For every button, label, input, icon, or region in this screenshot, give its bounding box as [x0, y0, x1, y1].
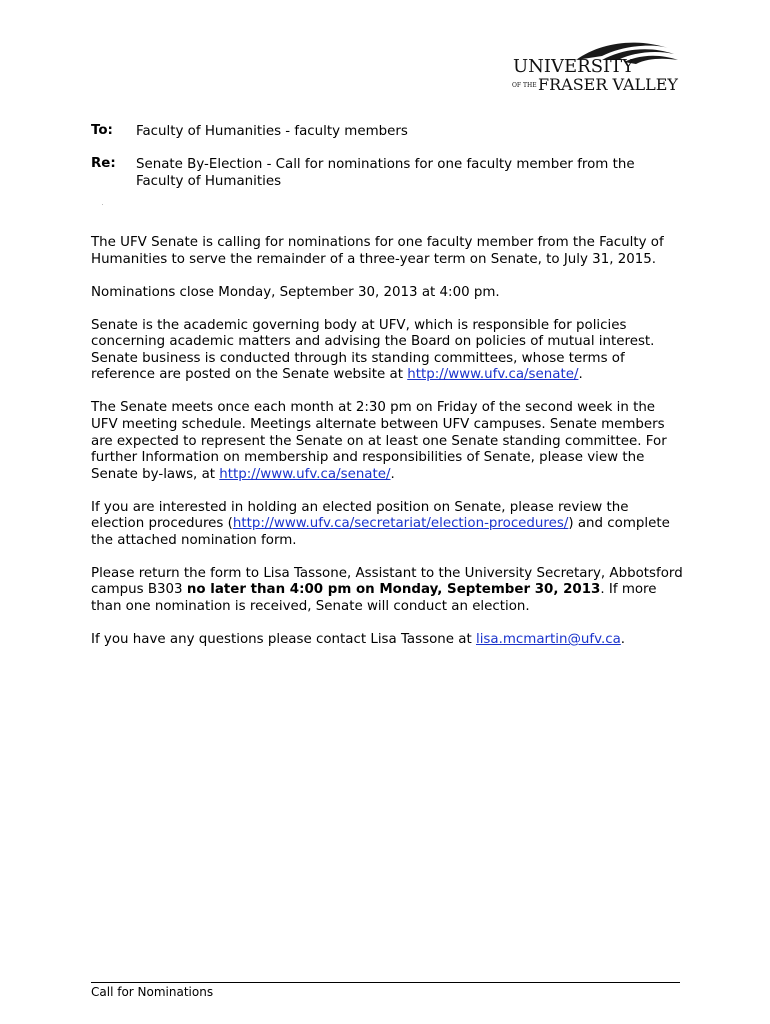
paragraph-7: [91, 632, 683, 649]
footer-text: Call for Nominations: [91, 985, 214, 999]
paragraph-4-end: .: [390, 466, 395, 482]
deadline-bold-text: no later than 4:00 pm on Monday, September 30, 2013: [186, 582, 601, 598]
paragraph-6-end: . If more than one nomination is received, Senate will conduct an election.: [91, 582, 657, 615]
paragraph-6-text: Please return the form to Lisa Tassone, Assistant to the University Secretary, Abbotsford campus B303: [91, 565, 683, 598]
paragraph-4-text: The Senate meets once each month at 2:30 pm on Friday of the second week in the UFV meeting schedule. Meetings alternate between UFV campuses. Senate members are expected to represent the Senate on at least one Senate standing committee. For further Information on membership and responsibilities of Senate, please view the Senate by-laws, at: [91, 400, 667, 482]
senate-website-link[interactable]: http://www.ufv.ca/senate/: [407, 367, 579, 383]
logo-ofthe-text: OF THE: [512, 82, 537, 89]
university-logo: [506, 38, 686, 100]
paragraph-5-text: If you are interested in holding an elected position on Senate, please review the election procedures (: [91, 499, 629, 532]
paragraph-1: The UFV Senate is calling for nominations for one faculty member from the Faculty of Humanities to serve the remainder of a three-year term on Senate, to July 31, 2015.: [91, 235, 664, 267]
election-procedures-link[interactable]: http://www.ufv.ca/secretariat/election-procedures/: [232, 516, 569, 532]
paragraph-4: [91, 400, 683, 483]
logo-fraser-valley-text: FRASER VALLEY: [538, 75, 678, 94]
divider-dot: [102, 204, 103, 205]
paragraph-3: [91, 318, 683, 384]
paragraph-3-end: .: [578, 367, 583, 383]
paragraph-7-text: If you have any questions please contact Lisa Tassone at: [91, 632, 476, 648]
contact-email-link[interactable]: lisa.mcmartin@ufv.ca: [475, 632, 621, 648]
senate-bylaws-link[interactable]: http://www.ufv.ca/senate/: [219, 466, 391, 482]
paragraph-3-text: Senate is the academic governing body at UFV, which is responsible for policies concerning academic matters and advising the Board on policies of mutual interest. Senate business is conducted through its standing committees, whose terms of reference are posted on the Senate website at: [91, 317, 655, 383]
paragraph-7-end: .: [620, 632, 626, 648]
paragraph-6: [91, 566, 683, 616]
logo-university-text: UNIVERSITY: [513, 56, 635, 77]
paragraph-5: [91, 500, 683, 550]
paragraph-5-end: ) and complete the attached nomination form.: [91, 516, 670, 548]
letter-body: [91, 235, 683, 665]
re-label: Re:: [91, 156, 116, 171]
to-label: To:: [91, 123, 113, 138]
footer-divider: [91, 982, 680, 983]
re-value: Senate By-Election - Call for nominations for one faculty member from the Faculty of Humanities: [136, 157, 635, 189]
to-value: Faculty of Humanities - faculty members: [136, 124, 408, 139]
paragraph-2: Nominations close Monday, September 30, 2013 at 4:00 pm.: [91, 284, 500, 300]
